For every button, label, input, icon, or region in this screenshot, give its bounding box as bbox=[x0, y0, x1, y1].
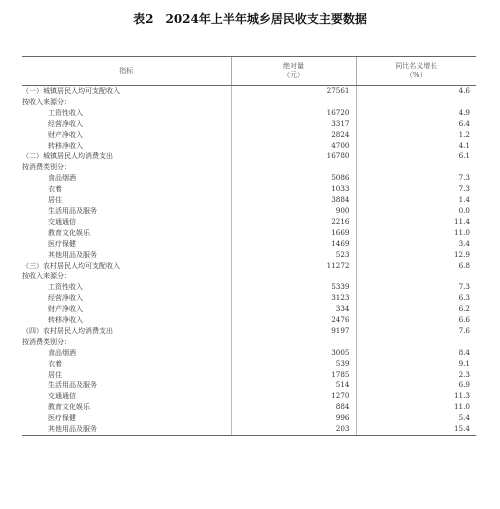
row-absolute-value: 1469 bbox=[231, 239, 356, 250]
row-absolute-value: 3005 bbox=[231, 348, 356, 359]
row-absolute-value: 4700 bbox=[231, 141, 356, 152]
row-label: 交通通信 bbox=[48, 217, 76, 226]
table-row bbox=[22, 315, 476, 326]
row-growth-value: 6.8 bbox=[356, 261, 476, 272]
table-row bbox=[22, 380, 476, 391]
row-absolute-value: 1033 bbox=[231, 184, 356, 195]
row-label: 衣着 bbox=[48, 359, 62, 368]
row-absolute-value bbox=[231, 271, 356, 282]
row-label: 经营净收入 bbox=[48, 294, 83, 303]
row-growth-value: 9.1 bbox=[356, 359, 476, 370]
row-label: 按收入来源分： bbox=[22, 272, 71, 281]
row-absolute-value: 27561 bbox=[231, 86, 356, 97]
table-row bbox=[22, 293, 476, 304]
row-growth-value: 6.4 bbox=[356, 119, 476, 130]
row-absolute-value bbox=[231, 162, 356, 173]
row-label: 居住 bbox=[48, 196, 62, 205]
row-growth-value: 6.2 bbox=[356, 304, 476, 315]
row-label: 教育文化娱乐 bbox=[48, 403, 90, 412]
row-label: 工资性收入 bbox=[48, 108, 83, 117]
row-label: （三）农村居民人均可支配收入 bbox=[22, 261, 120, 270]
table-row bbox=[22, 370, 476, 381]
row-label: 食品烟酒 bbox=[48, 348, 76, 357]
row-label: 衣着 bbox=[48, 185, 62, 194]
header-absolute-label: 绝对量 bbox=[283, 62, 304, 70]
row-growth-value: 12.9 bbox=[356, 250, 476, 261]
table-header-row bbox=[22, 57, 476, 86]
row-label: 转移净收入 bbox=[48, 141, 83, 150]
row-label: 按消费类别分： bbox=[22, 163, 71, 172]
row-absolute-value: 11272 bbox=[231, 261, 356, 272]
row-label: 按收入来源分： bbox=[22, 97, 71, 106]
row-absolute-value bbox=[231, 337, 356, 348]
row-growth-value bbox=[356, 162, 476, 173]
table-row bbox=[22, 391, 476, 402]
row-label: 教育文化娱乐 bbox=[48, 228, 90, 237]
data-table bbox=[22, 56, 476, 436]
row-growth-value: 7.3 bbox=[356, 173, 476, 184]
row-absolute-value: 2476 bbox=[231, 315, 356, 326]
row-absolute-value: 2216 bbox=[231, 217, 356, 228]
row-absolute-value bbox=[231, 97, 356, 108]
row-label: 交通通信 bbox=[48, 392, 76, 401]
row-growth-value: 4.1 bbox=[356, 141, 476, 152]
row-label: 财产净收入 bbox=[48, 305, 83, 314]
row-growth-value: 7.3 bbox=[356, 282, 476, 293]
table-row bbox=[22, 402, 476, 413]
row-absolute-value: 2824 bbox=[231, 130, 356, 141]
header-indicator-label: 指标 bbox=[119, 66, 134, 75]
row-growth-value: 15.4 bbox=[356, 424, 476, 435]
table-row bbox=[22, 337, 476, 348]
row-growth-value: 4.9 bbox=[356, 108, 476, 119]
table-row bbox=[22, 326, 476, 337]
table-row bbox=[22, 86, 476, 97]
row-growth-value: 6.9 bbox=[356, 380, 476, 391]
row-growth-value: 2.3 bbox=[356, 370, 476, 381]
table-row bbox=[22, 228, 476, 239]
row-label: （二）城镇居民人均消费支出 bbox=[22, 152, 113, 161]
row-growth-value: 11.0 bbox=[356, 402, 476, 413]
table-row bbox=[22, 119, 476, 130]
row-absolute-value: 996 bbox=[231, 413, 356, 424]
row-absolute-value: 334 bbox=[231, 304, 356, 315]
table-row bbox=[22, 348, 476, 359]
row-label: 财产净收入 bbox=[48, 130, 83, 139]
table-row bbox=[22, 97, 476, 108]
row-growth-value: 6.3 bbox=[356, 293, 476, 304]
row-label: 食品烟酒 bbox=[48, 174, 76, 183]
table-row bbox=[22, 108, 476, 119]
row-growth-value: 3.4 bbox=[356, 239, 476, 250]
row-growth-value: 0.0 bbox=[356, 206, 476, 217]
row-growth-value: 11.3 bbox=[356, 391, 476, 402]
row-growth-value: 7.3 bbox=[356, 184, 476, 195]
row-absolute-value: 3123 bbox=[231, 293, 356, 304]
table-row bbox=[22, 217, 476, 228]
row-label: （一）城镇居民人均可支配收入 bbox=[22, 87, 120, 95]
row-absolute-value: 884 bbox=[231, 402, 356, 413]
row-absolute-value: 9197 bbox=[231, 326, 356, 337]
row-absolute-value: 900 bbox=[231, 206, 356, 217]
row-growth-value: 6.1 bbox=[356, 151, 476, 162]
row-label: 按消费类别分： bbox=[22, 337, 71, 346]
row-label: （四）农村居民人均消费支出 bbox=[22, 326, 113, 335]
row-label: 转移净收入 bbox=[48, 316, 83, 325]
table-row bbox=[22, 141, 476, 152]
row-growth-value: 1.4 bbox=[356, 195, 476, 206]
row-label: 其他用品及服务 bbox=[48, 250, 97, 259]
row-absolute-value: 1669 bbox=[231, 228, 356, 239]
table-row bbox=[22, 184, 476, 195]
row-label: 居住 bbox=[48, 370, 62, 379]
row-label: 其他用品及服务 bbox=[22, 424, 231, 435]
table-row bbox=[22, 424, 476, 435]
table-row bbox=[22, 130, 476, 141]
page-title: 表2 2024年上半年城乡居民收支主要数据 bbox=[133, 12, 367, 26]
row-growth-value: 11.4 bbox=[356, 217, 476, 228]
table-row bbox=[22, 206, 476, 217]
row-absolute-value: 5339 bbox=[231, 282, 356, 293]
table-row bbox=[22, 173, 476, 184]
row-growth-value: 7.6 bbox=[356, 326, 476, 337]
row-growth-value: 6.6 bbox=[356, 315, 476, 326]
row-growth-value: 1.2 bbox=[356, 130, 476, 141]
row-absolute-value: 5086 bbox=[231, 173, 356, 184]
table-row bbox=[22, 304, 476, 315]
header-growth-unit: （%） bbox=[405, 71, 427, 79]
row-growth-value bbox=[356, 97, 476, 108]
header-absolute-unit: （元） bbox=[283, 71, 304, 79]
table-body bbox=[22, 86, 476, 436]
row-absolute-value: 1270 bbox=[231, 391, 356, 402]
table-row bbox=[22, 250, 476, 261]
table-row bbox=[22, 195, 476, 206]
row-label: 经营净收入 bbox=[48, 119, 83, 128]
table-row bbox=[22, 239, 476, 250]
table-row bbox=[22, 413, 476, 424]
header-growth-label: 同比名义增长 bbox=[395, 62, 438, 70]
row-absolute-value: 539 bbox=[231, 359, 356, 370]
row-growth-value: 11.0 bbox=[356, 228, 476, 239]
table-row bbox=[22, 271, 476, 282]
table-row bbox=[22, 151, 476, 162]
row-label: 医疗保健 bbox=[48, 239, 76, 248]
table-row bbox=[22, 359, 476, 370]
table-row bbox=[22, 282, 476, 293]
table-row bbox=[22, 261, 476, 272]
row-absolute-value: 203 bbox=[231, 424, 356, 435]
table-row bbox=[22, 162, 476, 173]
row-absolute-value: 3317 bbox=[231, 119, 356, 130]
row-growth-value bbox=[356, 337, 476, 348]
row-growth-value bbox=[356, 271, 476, 282]
row-label: 工资性收入 bbox=[48, 283, 83, 292]
row-growth-value: 5.4 bbox=[356, 413, 476, 424]
header-indicator bbox=[22, 57, 231, 86]
row-growth-value: 4.6 bbox=[356, 86, 476, 97]
row-label: 医疗保健 bbox=[48, 414, 76, 423]
row-label: 生活用品及服务 bbox=[48, 206, 97, 215]
row-absolute-value: 16720 bbox=[231, 108, 356, 119]
row-absolute-value: 16780 bbox=[231, 151, 356, 162]
row-label: 生活用品及服务 bbox=[48, 381, 97, 390]
row-growth-value: 8.4 bbox=[356, 348, 476, 359]
row-absolute-value: 3884 bbox=[231, 195, 356, 206]
row-absolute-value: 514 bbox=[231, 380, 356, 391]
header-absolute bbox=[231, 57, 356, 86]
row-absolute-value: 523 bbox=[231, 250, 356, 261]
row-absolute-value: 1785 bbox=[231, 370, 356, 381]
header-growth bbox=[356, 57, 476, 86]
